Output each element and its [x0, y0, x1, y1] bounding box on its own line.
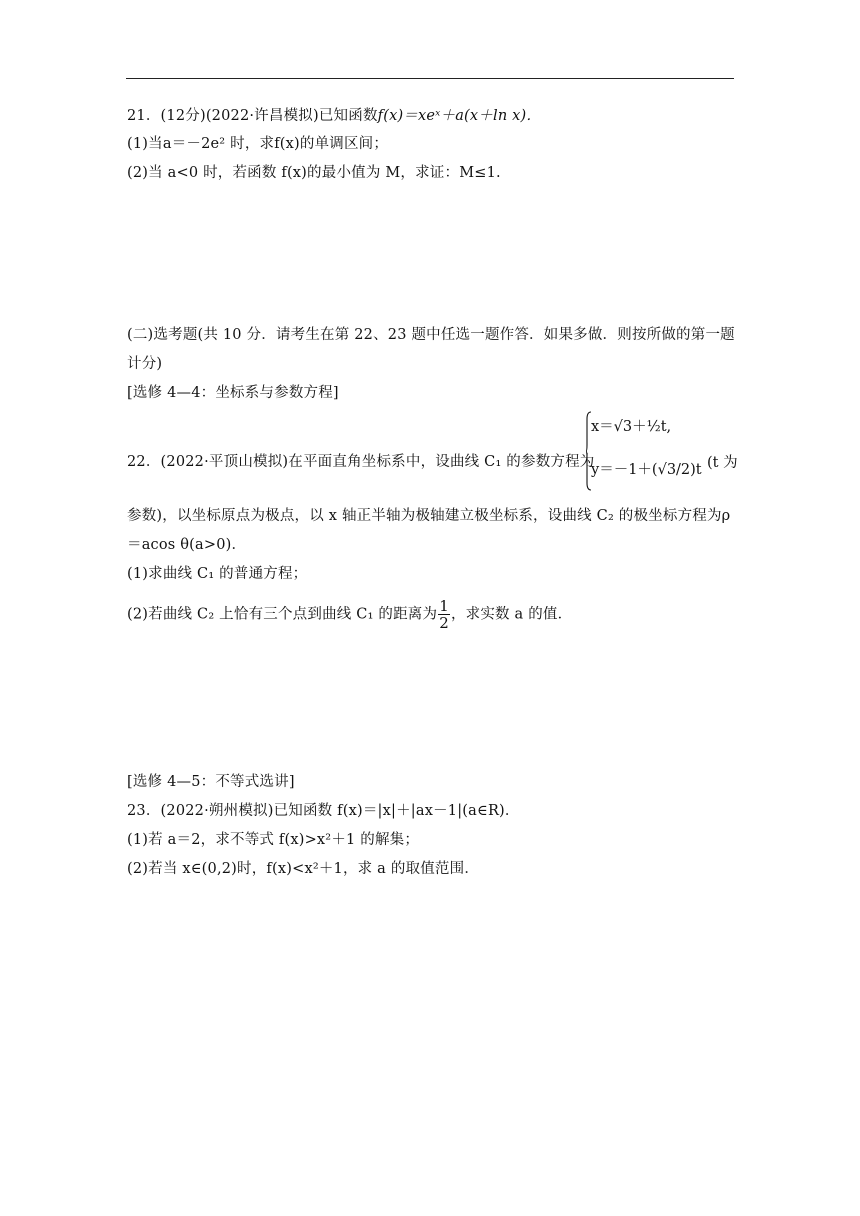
param-note: (t 为	[707, 455, 738, 471]
q22-stem-cont: 参数)，以坐标原点为极点，以 x 轴正半轴为极轴建立极坐标系，设曲线 C₂ 的极坐标方程为ρ	[127, 508, 731, 524]
q21-part1: (1)当a＝－2e² 时，求f(x)的单调区间；	[127, 136, 389, 152]
q23-stem: 23．(2022·朔州模拟)已知函数 f(x)＝|x|＋|ax－1|(a∈R)．	[127, 803, 520, 819]
param-equation-x: x＝√3＋½t,	[591, 419, 672, 435]
q22-polar-equation: ＝acos θ(a>0)．	[127, 537, 247, 553]
fraction-one-half: $\frac{1}{2}$	[439, 597, 449, 632]
q21-part2: (2)当 a<0 时，若函数 f(x)的最小值为 M，求证：M≤1.	[127, 165, 501, 181]
q22-part1: (1)求曲线 C₁ 的普通方程；	[127, 566, 308, 582]
section-2-instructions-cont: 计分)	[127, 356, 163, 372]
elective-4-5-heading: [选修 4—5：不等式选讲]	[127, 774, 295, 790]
elective-4-4-heading: [选修 4—4：坐标系与参数方程]	[127, 385, 339, 401]
q23-part2: (2)若当 x∈(0,2)时，f(x)<x²＋1，求 a 的取值范围．	[127, 861, 480, 877]
q22-part2: (2)若曲线 C₂ 上恰有三个点到曲线 C₁ 的距离为 $\frac{1}{2}$ ，求实数 a 的值．	[127, 597, 573, 632]
q22-stem: 22．(2022·平顶山模拟)在平面直角坐标系中，设曲线 C₁ 的参数方程为	[127, 454, 595, 470]
q23-part1: (1)若 a＝2，求不等式 f(x)>x²＋1 的解集；	[127, 832, 420, 848]
section-2-instructions: (二)选考题(共 10 分．请考生在第 22、23 题中任选一题作答．如果多做．则按所做的第一题	[127, 327, 735, 343]
q21-stem: 21．(12分)(2022·许昌模拟)已知函数f(x)＝xeˣ＋a(x＋ln x)．	[127, 108, 542, 124]
param-equation-y: y＝－1＋(√3/2)t	[591, 462, 702, 478]
header-rule	[126, 78, 734, 79]
